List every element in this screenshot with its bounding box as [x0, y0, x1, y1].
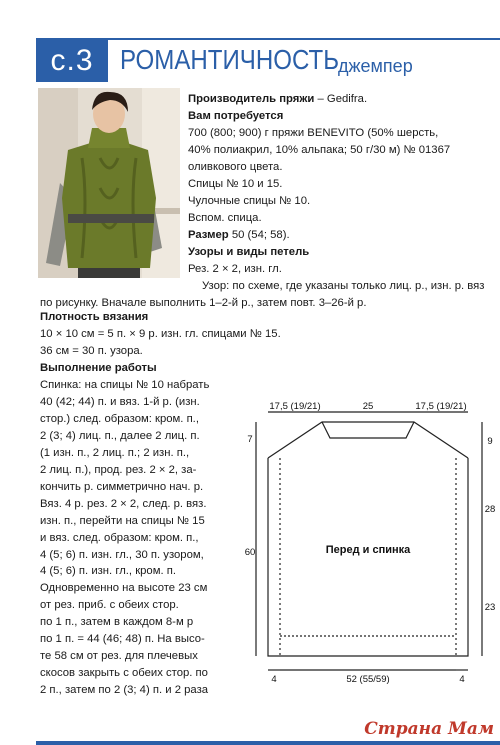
materials-line: 700 (800; 900) г пряжи BENEVITO (50% шерсть, [188, 127, 439, 139]
page-number-badge: с.3 [36, 40, 108, 82]
watermark-logo: Страна Мам [364, 719, 494, 739]
yarn-maker [188, 91, 367, 108]
work-line: кончить р. симметрично нач. р. [40, 480, 204, 493]
work-line: 2 п., затем по 2 (3; 4) п. и 2 раза [40, 684, 209, 697]
size-line [188, 227, 290, 244]
work-heading: Выполнение работы [40, 362, 157, 374]
dim-top-mid: 25 [362, 401, 374, 412]
work-line: (1 изн. п., 2 лиц. п.; 2 изн. п., [40, 446, 190, 459]
footer-rule [36, 741, 500, 745]
work-line: 4 (5; 6) п. изн. гл., кром. п. [40, 565, 177, 578]
yarn-maker-label: Производитель пряжи [188, 93, 315, 105]
work-line: 4 (5; 6) п. изн. гл., 30 п. узором, [40, 548, 204, 561]
work-line: Одновременно на высоте 23 см [40, 582, 208, 595]
work-line: по 1 п., затем в каждом 8-м р [40, 616, 194, 629]
pattern-subtitle: джемпер [338, 56, 413, 76]
dim-right-28: 28 [484, 504, 496, 515]
gauge-line: 36 см = 30 п. узора. [40, 345, 143, 357]
work-line: от рез. приб. с обеих стор. [40, 599, 179, 612]
dim-left-7: 7 [247, 434, 253, 445]
dim-bottom-left: 4 [271, 674, 277, 685]
patterns-heading: Узоры и виды петель [188, 246, 310, 258]
work-line: 40 (42; 44) п. и вяз. 1-й р. (изн. [40, 395, 200, 408]
materials-heading: Вам потребуется [188, 110, 284, 122]
dim-top-left: 17,5 (19/21) [269, 401, 321, 412]
schematic-diagram [238, 400, 500, 690]
work-line: Вяз. 4 р. рез. 2 × 2, след. р. вяз. [40, 497, 207, 510]
size-label: Размер [188, 229, 229, 241]
dim-left-60: 60 [244, 547, 256, 558]
pattern-line: Узор: по схеме, где указаны только лиц. р., изн. р. вяз [202, 280, 485, 292]
work-line: 2 (3; 4) лиц. п., далее 2 лиц. п. [40, 429, 200, 442]
dim-right-23: 23 [484, 602, 496, 613]
yarn-maker-value: – Gedifra. [314, 93, 368, 105]
materials-line: оливкового цвета. [188, 161, 283, 173]
dim-right-9: 9 [487, 436, 493, 447]
diagram-center-label: Перед и спинка [325, 544, 411, 556]
dim-bottom-mid: 52 (55/59) [346, 674, 390, 685]
work-line: 2 лиц. п.), прод. рез. 2 × 2, за- [40, 463, 197, 476]
needles-line: Спицы № 10 и 15. [188, 178, 283, 190]
materials-line: 40% полиакрил, 10% альпака; 50 г/30 м) № 01367 [188, 144, 451, 156]
dim-bottom-right: 4 [459, 674, 465, 685]
dim-top-right: 17,5 (19/21) [415, 401, 467, 412]
work-line: скосов закрыть с обеих стор. по [40, 667, 208, 680]
aux-needle-line: Вспом. спица. [188, 212, 262, 224]
work-line: и вяз. след. образом: кром. п., [40, 531, 199, 544]
rib-line: Рез. 2 × 2, изн. гл. [188, 263, 282, 275]
work-line: по 1 п. = 44 (46; 48) п. На высо- [40, 633, 205, 646]
work-line: Спинка: на спицы № 10 набрать [40, 379, 210, 391]
size-value: 50 (54; 58). [228, 229, 290, 241]
work-line: изн. п., перейти на спицы № 15 [40, 514, 205, 527]
work-line: стор.) след. образом: кром. п., [40, 412, 199, 425]
work-line: те 58 см от рез. для плечевых [40, 650, 198, 663]
model-photo [38, 88, 180, 278]
pattern-title: РОМАНТИЧНОСТЬ [120, 44, 340, 75]
gauge-heading: Плотность вязания [40, 311, 149, 323]
dp-needles-line: Чулочные спицы № 10. [188, 195, 311, 207]
gauge-line: 10 × 10 см = 5 п. × 9 р. изн. гл. спицами № 15. [40, 328, 281, 340]
pattern-line: по рисунку. Вначале выполнить 1–2-й р., затем повт. 3–26-й р. [40, 297, 367, 309]
